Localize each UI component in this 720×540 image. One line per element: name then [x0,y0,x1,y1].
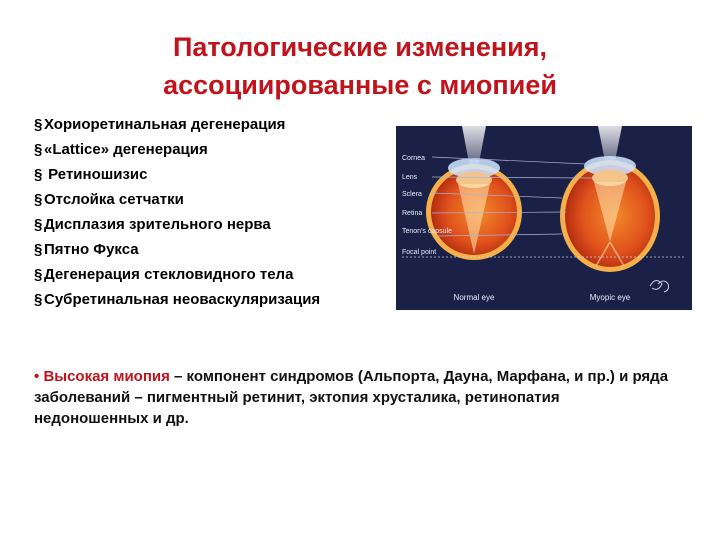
bullet-marker: § [34,141,43,158]
slide-title-line2: ассоциированные с миопией [163,70,557,100]
list-item-text: Ретиношизис [44,166,148,183]
myopic-eye-illustration [560,126,660,272]
list-item-text: Пятно Фукса [44,241,139,258]
list-item [34,287,320,312]
paragraph-bullet: • [34,368,40,385]
list-item [34,212,320,237]
list-item [34,237,320,262]
list-item-text: Хориоретинальная дегенерация [44,116,286,133]
bullet-marker: § [34,191,43,208]
list-item [34,262,320,287]
list-item-text: Отслойка сетчатки [44,191,184,208]
label-cornea: Cornea [402,155,425,162]
list-item [34,162,320,187]
bullet-marker: § [34,266,43,283]
highlight-term: Высокая миопия [43,368,170,385]
caption-myopic-eye: Myopic eye [589,293,631,302]
bullet-marker: § [34,241,43,258]
eye-comparison-figure [396,126,692,310]
pathology-list [34,112,320,312]
list-item-text: «Lattice» дегенерация [44,141,208,158]
label-focal-point: Focal point [402,249,437,256]
slide-title-line1: Патологические изменения, [172,32,548,62]
list-item-text: Дегенерация стекловидного тела [44,266,294,283]
list-item [34,187,320,212]
list-item [34,137,320,162]
list-item-text: Дисплазия зрительного нерва [44,216,271,233]
bullet-marker: § [34,166,43,183]
list-item-text: Субретинальная неоваскуляризация [44,291,321,308]
label-sclera: Sclera [402,191,422,198]
caption-normal-eye: Normal eye [453,293,495,302]
label-retina: Retina [402,210,423,217]
bullet-marker: § [34,216,43,233]
label-tenons-capsule: Tenon's capsule [402,228,452,235]
slide-title [60,28,660,104]
list-item [34,112,320,137]
bullet-marker: § [34,291,43,308]
eye-diagram [396,126,692,310]
artist-signature [650,280,669,292]
high-myopia-paragraph [34,366,674,429]
bullet-marker: § [34,116,43,133]
label-lens: Lens [402,174,418,181]
paragraph-body: – компонент синдромов (Альпорта, Дауна, Марфана, и пр.) и ряда заболеваний – пигментный ретинит, эктопия хрусталика, ретинопатия недоношенных и др. [34,368,669,427]
